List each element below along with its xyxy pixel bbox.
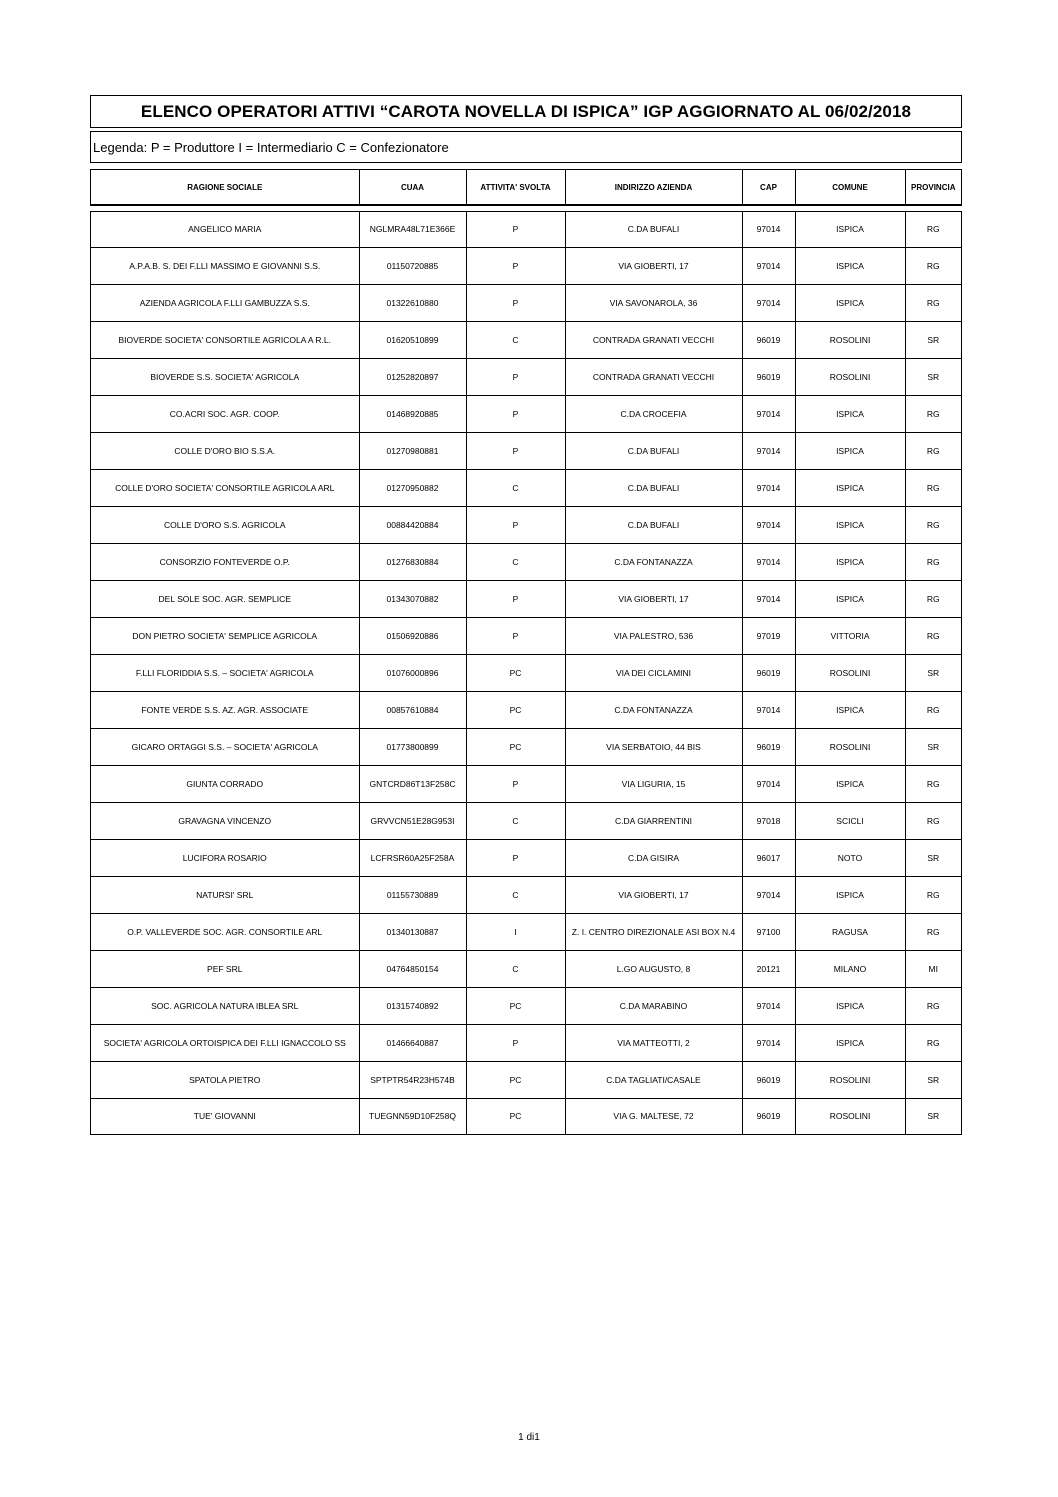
col-comune: COMUNE xyxy=(795,170,905,205)
col-indirizzo: INDIRIZZO AZIENDA xyxy=(565,170,742,205)
cell-cuaa: 01506920886 xyxy=(359,617,466,654)
cell-ragione-sociale: CONSORZIO FONTEVERDE O.P. xyxy=(91,543,359,580)
cell-attivita: P xyxy=(466,212,565,247)
cell-attivita: PC xyxy=(466,691,565,728)
cell-provincia: MI xyxy=(905,950,961,987)
cell-indirizzo: C.DA MARABINO xyxy=(565,987,742,1024)
cell-cap: 97014 xyxy=(742,506,795,543)
legend-box xyxy=(90,131,962,163)
cell-provincia: RG xyxy=(905,432,961,469)
col-attivita: ATTIVITA' SVOLTA xyxy=(466,170,565,205)
table-body-box xyxy=(90,211,962,1135)
cell-provincia: SR xyxy=(905,1061,961,1098)
cell-provincia: RG xyxy=(905,913,961,950)
cell-cap: 96019 xyxy=(742,728,795,765)
cell-provincia: SR xyxy=(905,321,961,358)
table-row xyxy=(91,1061,961,1098)
cell-attivita: C xyxy=(466,321,565,358)
table-row xyxy=(91,469,961,506)
header-row xyxy=(91,170,961,205)
cell-attivita: C xyxy=(466,543,565,580)
table-row xyxy=(91,543,961,580)
cell-comune: ISPICA xyxy=(795,987,905,1024)
cell-provincia: RG xyxy=(905,247,961,284)
cell-attivita: P xyxy=(466,1024,565,1061)
cell-ragione-sociale: PEF SRL xyxy=(91,950,359,987)
legend-text: Legenda: P = Produttore I = Intermediario C = Confezionatore xyxy=(93,139,449,155)
table-row xyxy=(91,358,961,395)
table-row xyxy=(91,212,961,247)
cell-indirizzo: VIA GIOBERTI, 17 xyxy=(565,580,742,617)
cell-cap: 97014 xyxy=(742,284,795,321)
cell-attivita: PC xyxy=(466,728,565,765)
cell-provincia: RG xyxy=(905,987,961,1024)
cell-ragione-sociale: COLLE D'ORO SOCIETA' CONSORTILE AGRICOLA ARL xyxy=(91,469,359,506)
cell-comune: ISPICA xyxy=(795,506,905,543)
cell-indirizzo: C.DA FONTANAZZA xyxy=(565,543,742,580)
cell-ragione-sociale: COLLE D'ORO S.S. AGRICOLA xyxy=(91,506,359,543)
cell-provincia: RG xyxy=(905,617,961,654)
cell-cuaa: 01276830884 xyxy=(359,543,466,580)
table-row xyxy=(91,802,961,839)
cell-ragione-sociale: TUE' GIOVANNI xyxy=(91,1098,359,1134)
cell-cap: 96017 xyxy=(742,839,795,876)
cell-ragione-sociale: COLLE D'ORO BIO S.S.A. xyxy=(91,432,359,469)
cell-comune: ISPICA xyxy=(795,876,905,913)
cell-attivita: C xyxy=(466,469,565,506)
cell-cap: 96019 xyxy=(742,358,795,395)
cell-attivita: P xyxy=(466,284,565,321)
cell-provincia: SR xyxy=(905,654,961,691)
cell-indirizzo: VIA PALESTRO, 536 xyxy=(565,617,742,654)
cell-cap: 97014 xyxy=(742,247,795,284)
cell-comune: ISPICA xyxy=(795,765,905,802)
cell-indirizzo: C.DA CROCEFIA xyxy=(565,395,742,432)
cell-indirizzo: CONTRADA GRANATI VECCHI xyxy=(565,358,742,395)
cell-cuaa: 01252820897 xyxy=(359,358,466,395)
cell-attivita: P xyxy=(466,617,565,654)
cell-attivita: P xyxy=(466,580,565,617)
cell-cuaa: 01270980881 xyxy=(359,432,466,469)
operators-table-body xyxy=(91,212,961,1134)
cell-provincia: RG xyxy=(905,543,961,580)
cell-provincia: RG xyxy=(905,212,961,247)
cell-comune: ROSOLINI xyxy=(795,321,905,358)
cell-comune: ISPICA xyxy=(795,543,905,580)
cell-cuaa: 01315740892 xyxy=(359,987,466,1024)
table-row xyxy=(91,839,961,876)
table-row xyxy=(91,506,961,543)
cell-ragione-sociale: ANGELICO MARIA xyxy=(91,212,359,247)
cell-comune: SCICLI xyxy=(795,802,905,839)
table-row xyxy=(91,987,961,1024)
cell-cuaa: 01270950882 xyxy=(359,469,466,506)
cell-comune: ISPICA xyxy=(795,212,905,247)
title-box xyxy=(90,95,962,128)
cell-indirizzo: C.DA BUFALI xyxy=(565,469,742,506)
cell-ragione-sociale: SOCIETA' AGRICOLA ORTOISPICA DEI F.LLI IGNACCOLO SS xyxy=(91,1024,359,1061)
cell-indirizzo: VIA GIOBERTI, 17 xyxy=(565,876,742,913)
cell-provincia: RG xyxy=(905,580,961,617)
cell-attivita: P xyxy=(466,432,565,469)
cell-ragione-sociale: F.LLI FLORIDDIA S.S. – SOCIETA' AGRICOLA xyxy=(91,654,359,691)
cell-cuaa: 01340130887 xyxy=(359,913,466,950)
table-row xyxy=(91,617,961,654)
cell-provincia: SR xyxy=(905,839,961,876)
cell-cuaa: 01466640887 xyxy=(359,1024,466,1061)
cell-indirizzo: L.GO AUGUSTO, 8 xyxy=(565,950,742,987)
cell-comune: ISPICA xyxy=(795,691,905,728)
cell-attivita: C xyxy=(466,802,565,839)
header-table xyxy=(91,170,961,205)
cell-cap: 97100 xyxy=(742,913,795,950)
cell-ragione-sociale: LUCIFORA ROSARIO xyxy=(91,839,359,876)
cell-indirizzo: VIA MATTEOTTI, 2 xyxy=(565,1024,742,1061)
cell-ragione-sociale: DEL SOLE SOC. AGR. SEMPLICE xyxy=(91,580,359,617)
table-row xyxy=(91,765,961,802)
cell-comune: ISPICA xyxy=(795,395,905,432)
cell-comune: ISPICA xyxy=(795,580,905,617)
cell-comune: NOTO xyxy=(795,839,905,876)
cell-cuaa: SPTPTR54R23H574B xyxy=(359,1061,466,1098)
cell-attivita: P xyxy=(466,506,565,543)
cell-cap: 96019 xyxy=(742,1061,795,1098)
cell-ragione-sociale: CO.ACRI SOC. AGR. COOP. xyxy=(91,395,359,432)
document-title: ELENCO OPERATORI ATTIVI “CAROTA NOVELLA DI ISPICA” IGP AGGIORNATO AL 06/02/2018 xyxy=(140,101,912,121)
cell-cuaa: GNTCRD86T13F258C xyxy=(359,765,466,802)
cell-attivita: P xyxy=(466,247,565,284)
cell-cap: 97014 xyxy=(742,580,795,617)
cell-cap: 97014 xyxy=(742,469,795,506)
cell-attivita: P xyxy=(466,839,565,876)
cell-ragione-sociale: AZIENDA AGRICOLA F.LLI GAMBUZZA S.S. xyxy=(91,284,359,321)
cell-indirizzo: C.DA BUFALI xyxy=(565,432,742,469)
cell-cuaa: 00857610884 xyxy=(359,691,466,728)
cell-provincia: SR xyxy=(905,728,961,765)
cell-ragione-sociale: GRAVAGNA VINCENZO xyxy=(91,802,359,839)
table-row xyxy=(91,950,961,987)
cell-comune: ROSOLINI xyxy=(795,654,905,691)
table-row xyxy=(91,284,961,321)
cell-attivita: PC xyxy=(466,1098,565,1134)
cell-ragione-sociale: SPATOLA PIETRO xyxy=(91,1061,359,1098)
cell-cuaa: 01155730889 xyxy=(359,876,466,913)
cell-cap: 96019 xyxy=(742,654,795,691)
table-row xyxy=(91,432,961,469)
cell-cap: 96019 xyxy=(742,1098,795,1134)
cell-provincia: RG xyxy=(905,469,961,506)
cell-cuaa: 04764850154 xyxy=(359,950,466,987)
cell-cuaa: 01773800899 xyxy=(359,728,466,765)
cell-cap: 20121 xyxy=(742,950,795,987)
cell-provincia: SR xyxy=(905,358,961,395)
cell-indirizzo: Z. I. CENTRO DIREZIONALE ASI BOX N.4 xyxy=(565,913,742,950)
cell-provincia: RG xyxy=(905,876,961,913)
cell-comune: ROSOLINI xyxy=(795,1098,905,1134)
cell-cap: 97014 xyxy=(742,432,795,469)
cell-cuaa: 01620510899 xyxy=(359,321,466,358)
cell-indirizzo: VIA SAVONAROLA, 36 xyxy=(565,284,742,321)
cell-indirizzo: C.DA BUFALI xyxy=(565,506,742,543)
cell-comune: ROSOLINI xyxy=(795,1061,905,1098)
table-row xyxy=(91,728,961,765)
cell-cuaa: 01150720885 xyxy=(359,247,466,284)
cell-attivita: PC xyxy=(466,654,565,691)
cell-comune: ISPICA xyxy=(795,284,905,321)
cell-ragione-sociale: A.P.A.B. S. DEI F.LLI MASSIMO E GIOVANNI S.S. xyxy=(91,247,359,284)
cell-comune: ISPICA xyxy=(795,469,905,506)
cell-provincia: RG xyxy=(905,802,961,839)
cell-attivita: PC xyxy=(466,1061,565,1098)
table-row xyxy=(91,654,961,691)
cell-ragione-sociale: DON PIETRO SOCIETA' SEMPLICE AGRICOLA xyxy=(91,617,359,654)
cell-provincia: RG xyxy=(905,691,961,728)
cell-ragione-sociale: GICARO ORTAGGI S.S. – SOCIETA' AGRICOLA xyxy=(91,728,359,765)
table-row xyxy=(91,1098,961,1134)
cell-cuaa: TUEGNN59D10F258Q xyxy=(359,1098,466,1134)
cell-cap: 97014 xyxy=(742,395,795,432)
cell-cap: 97014 xyxy=(742,987,795,1024)
cell-attivita: PC xyxy=(466,987,565,1024)
cell-indirizzo: C.DA BUFALI xyxy=(565,212,742,247)
cell-ragione-sociale: O.P. VALLEVERDE SOC. AGR. CONSORTILE ARL xyxy=(91,913,359,950)
cell-attivita: C xyxy=(466,950,565,987)
cell-cuaa: 01322610880 xyxy=(359,284,466,321)
cell-indirizzo: C.DA GIARRENTINI xyxy=(565,802,742,839)
cell-comune: RAGUSA xyxy=(795,913,905,950)
cell-provincia: RG xyxy=(905,284,961,321)
cell-indirizzo: C.DA GISIRA xyxy=(565,839,742,876)
cell-provincia: RG xyxy=(905,1024,961,1061)
table-row xyxy=(91,876,961,913)
col-ragione-sociale: RAGIONE SOCIALE xyxy=(91,170,359,205)
cell-indirizzo: C.DA FONTANAZZA xyxy=(565,691,742,728)
cell-cuaa: 00884420884 xyxy=(359,506,466,543)
cell-attivita: P xyxy=(466,395,565,432)
cell-indirizzo: VIA LIGURIA, 15 xyxy=(565,765,742,802)
cell-ragione-sociale: GIUNTA CORRADO xyxy=(91,765,359,802)
cell-indirizzo: VIA DEI CICLAMINI xyxy=(565,654,742,691)
cell-cap: 97018 xyxy=(742,802,795,839)
col-cuaa: CUAA xyxy=(359,170,466,205)
cell-cuaa: NGLMRA48L71E366E xyxy=(359,212,466,247)
cell-cuaa: 01343070882 xyxy=(359,580,466,617)
table-row xyxy=(91,321,961,358)
cell-cap: 96019 xyxy=(742,321,795,358)
cell-ragione-sociale: NATURSI' SRL xyxy=(91,876,359,913)
cell-attivita: C xyxy=(466,876,565,913)
cell-cuaa: 01468920885 xyxy=(359,395,466,432)
cell-attivita: P xyxy=(466,358,565,395)
cell-ragione-sociale: FONTE VERDE S.S. AZ. AGR. ASSOCIATE xyxy=(91,691,359,728)
cell-attivita: I xyxy=(466,913,565,950)
page-number: 1 di1 xyxy=(518,1432,540,1443)
cell-cap: 97014 xyxy=(742,765,795,802)
cell-ragione-sociale: SOC. AGRICOLA NATURA IBLEA SRL xyxy=(91,987,359,1024)
table-row xyxy=(91,247,961,284)
cell-cap: 97014 xyxy=(742,1024,795,1061)
cell-provincia: RG xyxy=(905,765,961,802)
col-cap: CAP xyxy=(742,170,795,205)
cell-cuaa: GRVVCN51E28G953I xyxy=(359,802,466,839)
cell-indirizzo: CONTRADA GRANATI VECCHI xyxy=(565,321,742,358)
col-provincia: PROVINCIA xyxy=(905,170,961,205)
cell-attivita: P xyxy=(466,765,565,802)
cell-comune: ROSOLINI xyxy=(795,358,905,395)
cell-indirizzo: VIA G. MALTESE, 72 xyxy=(565,1098,742,1134)
cell-provincia: SR xyxy=(905,1098,961,1134)
cell-comune: MILANO xyxy=(795,950,905,987)
cell-cuaa: 01076000896 xyxy=(359,654,466,691)
table-row xyxy=(91,580,961,617)
table-row xyxy=(91,395,961,432)
cell-indirizzo: VIA SERBATOIO, 44 BIS xyxy=(565,728,742,765)
table-header-box xyxy=(90,169,962,206)
cell-indirizzo: VIA GIOBERTI, 17 xyxy=(565,247,742,284)
cell-provincia: RG xyxy=(905,395,961,432)
cell-ragione-sociale: BIOVERDE SOCIETA' CONSORTILE AGRICOLA A R.L. xyxy=(91,321,359,358)
cell-cuaa: LCFRSR60A25F258A xyxy=(359,839,466,876)
table-row xyxy=(91,913,961,950)
cell-cap: 97014 xyxy=(742,691,795,728)
cell-cap: 97014 xyxy=(742,212,795,247)
cell-comune: ISPICA xyxy=(795,432,905,469)
cell-comune: VITTORIA xyxy=(795,617,905,654)
cell-ragione-sociale: BIOVERDE S.S. SOCIETA' AGRICOLA xyxy=(91,358,359,395)
operators-table xyxy=(91,212,961,1134)
cell-cap: 97019 xyxy=(742,617,795,654)
table-row xyxy=(91,691,961,728)
cell-comune: ISPICA xyxy=(795,247,905,284)
cell-cap: 97014 xyxy=(742,876,795,913)
cell-indirizzo: C.DA TAGLIATI/CASALE xyxy=(565,1061,742,1098)
cell-cap: 97014 xyxy=(742,543,795,580)
table-row xyxy=(91,1024,961,1061)
cell-comune: ROSOLINI xyxy=(795,728,905,765)
cell-provincia: RG xyxy=(905,506,961,543)
cell-comune: ISPICA xyxy=(795,1024,905,1061)
